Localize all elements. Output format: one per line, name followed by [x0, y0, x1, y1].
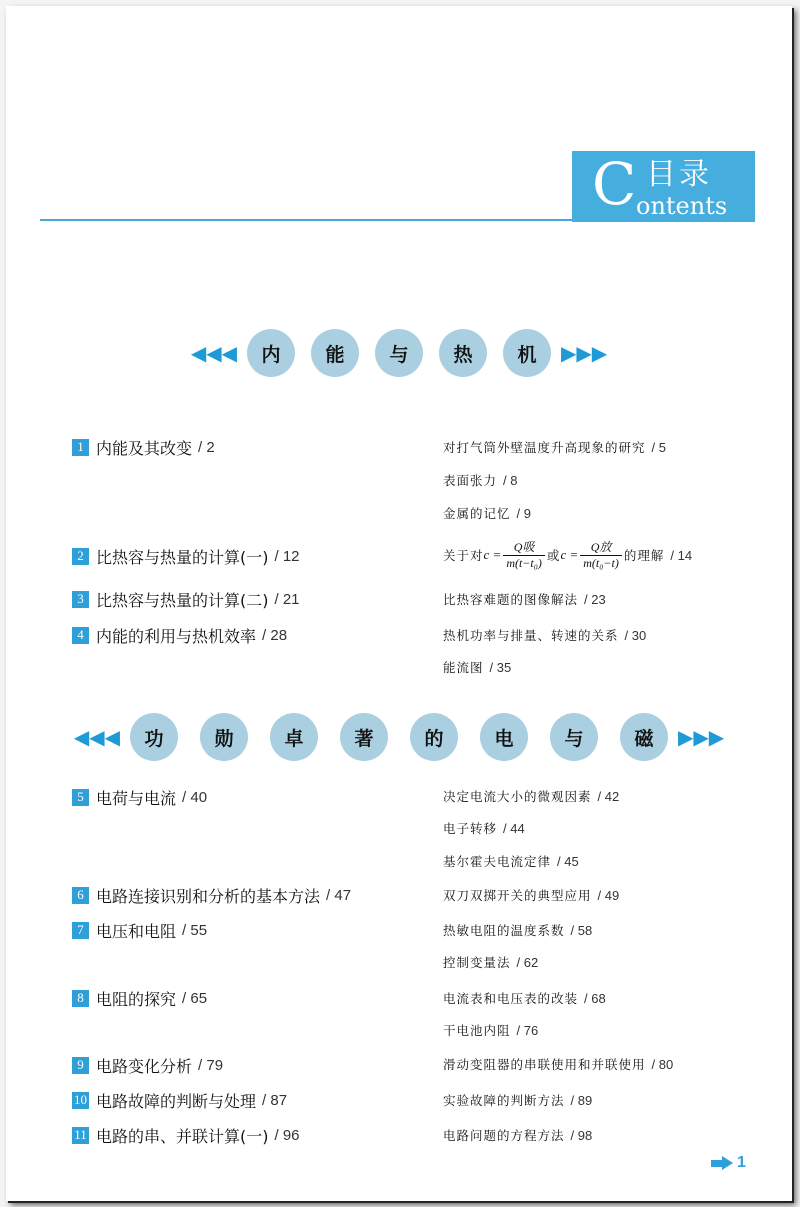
section-char: 的 — [410, 713, 458, 761]
toc-subentry[interactable] — [443, 1054, 673, 1074]
fraction-denominator: m(t₀−t) — [580, 555, 622, 570]
entry-page: / 12 — [274, 547, 300, 565]
subentry-title: 能流图 — [443, 660, 484, 675]
entry-page: / 96 — [274, 1126, 300, 1144]
subentry-page: / 30 — [624, 627, 647, 643]
fraction-denominator: m(t−t₀) — [503, 555, 545, 570]
entry-page: / 87 — [262, 1091, 288, 1109]
section-char: 勋 — [200, 713, 248, 761]
toc-entry[interactable] — [72, 1054, 223, 1076]
entry-page: / 55 — [182, 921, 208, 939]
subentry-page: / 42 — [597, 788, 620, 804]
toc-entry[interactable] — [72, 884, 351, 906]
entry-page: / 28 — [262, 626, 288, 644]
toc-subentry[interactable] — [443, 1020, 538, 1040]
subentry-title: 表面张力 — [443, 473, 498, 488]
entry-title: 内能及其改变 — [96, 438, 193, 458]
entry-title: 电阻的探究 — [96, 989, 177, 1009]
subentry-page: / 68 — [584, 990, 606, 1006]
fraction-numerator: Q吸 — [513, 539, 535, 554]
entry-page: / 2 — [198, 438, 215, 456]
entry-title: 电压和电阻 — [96, 921, 177, 941]
subentry-page: / 23 — [584, 591, 606, 607]
toc-subentry[interactable] — [443, 920, 592, 940]
formula-c: c = — [560, 547, 579, 562]
section-char: 电 — [480, 713, 528, 761]
triangles-right-icon: ▶▶▶ — [678, 725, 725, 749]
section-char: 热 — [439, 329, 487, 377]
subentry-title: 比热容难题的图像解法 — [443, 592, 579, 607]
entry-number: 8 — [72, 990, 89, 1007]
entry-title: 比热容与热量的计算(二) — [96, 590, 269, 610]
entry-page: / 21 — [274, 590, 300, 608]
formula-fraction — [580, 541, 622, 570]
section-char: 磁 — [620, 713, 668, 761]
subentry-page: / 45 — [557, 853, 579, 869]
section-char: 卓 — [270, 713, 318, 761]
subentry-page: / 89 — [570, 1092, 593, 1108]
toc-subentry[interactable] — [443, 818, 525, 838]
subentry-title: 电流表和电压表的改装 — [443, 991, 579, 1006]
section-heading — [6, 712, 792, 762]
subentry-title: 干电池内阻 — [443, 1023, 511, 1038]
subentry-title: 控制变量法 — [443, 955, 511, 970]
section-char: 著 — [340, 713, 388, 761]
toc-subentry[interactable] — [443, 657, 511, 677]
toc-page — [6, 6, 792, 1201]
toc-entry[interactable] — [72, 436, 215, 458]
toc-subentry[interactable] — [443, 988, 606, 1008]
entry-page: / 47 — [326, 886, 352, 904]
subentry-or: 或 — [546, 548, 561, 563]
toc-entry[interactable] — [72, 1124, 300, 1146]
entry-title: 电荷与电流 — [96, 788, 177, 808]
subentry-title: 热敏电阻的温度系数 — [443, 923, 565, 938]
subentry-page: / 9 — [516, 505, 531, 521]
toc-subentry[interactable] — [443, 786, 619, 806]
subentry-title: 热机功率与排量、转速的关系 — [443, 628, 619, 643]
formula-c: c = — [483, 547, 502, 562]
toc-entry[interactable] — [72, 786, 207, 808]
toc-entry[interactable] — [72, 545, 300, 567]
entry-page: / 40 — [182, 788, 208, 806]
entry-page: / 79 — [198, 1056, 224, 1074]
triangles-left-icon: ◀◀◀ — [73, 725, 120, 749]
fraction-numerator: Q放 — [590, 539, 612, 554]
toc-subentry[interactable] — [443, 1125, 592, 1145]
section-char: 内 — [247, 329, 295, 377]
entry-number: 3 — [72, 591, 89, 608]
entry-title: 电路故障的判断与处理 — [96, 1091, 257, 1111]
entry-title: 内能的利用与热机效率 — [96, 626, 257, 646]
toc-entry[interactable] — [72, 588, 300, 610]
toc-subentry[interactable] — [443, 851, 579, 871]
toc-subentry[interactable] — [443, 1090, 592, 1110]
subentry-title: 对打气筒外壁温度升高现象的研究 — [443, 440, 646, 455]
toc-subentry[interactable] — [443, 589, 606, 609]
section-char: 能 — [311, 329, 359, 377]
triangles-right-icon: ▶▶▶ — [561, 341, 608, 365]
subentry-suffix: 的理解 — [623, 548, 665, 563]
entry-number: 6 — [72, 887, 89, 904]
toc-subentry[interactable] — [443, 885, 619, 905]
toc-entry[interactable] — [72, 624, 287, 646]
toc-entry[interactable] — [72, 987, 207, 1009]
section-char: 与 — [550, 713, 598, 761]
entry-number: 5 — [72, 789, 89, 806]
subentry-title: 实验故障的判断方法 — [443, 1093, 565, 1108]
subentry-title: 电子转移 — [443, 821, 498, 836]
section-char: 功 — [130, 713, 178, 761]
page-number-value: 1 — [737, 1154, 746, 1171]
entry-number: 4 — [72, 627, 89, 644]
page-title-en: ontents — [636, 192, 728, 220]
subentry-title: 电路问题的方程方法 — [443, 1128, 565, 1143]
toc-subentry-formula[interactable] — [443, 536, 692, 574]
subentry-page: / 8 — [503, 472, 518, 488]
entry-title: 电路连接识别和分析的基本方法 — [96, 886, 321, 906]
subentry-title: 双刀双掷开关的典型应用 — [443, 888, 592, 903]
subentry-page: / 76 — [516, 1022, 539, 1038]
badge-letter: C — [592, 150, 637, 218]
section-heading — [6, 328, 792, 378]
toc-subentry[interactable] — [443, 437, 666, 457]
entry-page: / 65 — [182, 989, 208, 1007]
entry-number: 10 — [74, 1092, 87, 1107]
subentry-title: 决定电流大小的微观因素 — [443, 789, 592, 804]
toc-entry[interactable] — [72, 1089, 287, 1111]
page-number — [711, 1154, 746, 1172]
header-rule — [40, 219, 572, 221]
section-char: 与 — [375, 329, 423, 377]
entry-title: 电路的串、并联计算(一) — [96, 1126, 269, 1146]
subentry-page: / 49 — [597, 887, 620, 903]
triangles-left-icon: ◀◀◀ — [190, 341, 237, 365]
entry-title: 比热容与热量的计算(一) — [96, 547, 269, 567]
entry-number: 9 — [72, 1057, 89, 1074]
subentry-page: / 35 — [489, 659, 512, 675]
arrow-right-icon — [711, 1156, 733, 1170]
subentry-page: / 80 — [651, 1056, 674, 1072]
subentry-prefix: 关于对 — [443, 548, 484, 563]
page-title: 目录 — [646, 157, 712, 192]
subentry-page: / 14 — [670, 547, 693, 563]
subentry-title: 基尔霍夫电流定律 — [443, 854, 552, 869]
toc-subentry[interactable] — [443, 952, 538, 972]
subentry-page: / 5 — [651, 439, 666, 455]
toc-subentry[interactable] — [443, 625, 646, 645]
subentry-page: / 44 — [503, 820, 525, 836]
entry-number: 2 — [72, 548, 89, 565]
section-char: 机 — [503, 329, 551, 377]
toc-entry[interactable] — [72, 919, 207, 941]
subentry-page: / 98 — [570, 1127, 593, 1143]
subentry-title: 滑动变阻器的串联使用和并联使用 — [443, 1057, 646, 1072]
subentry-page: / 62 — [516, 954, 539, 970]
entry-title: 电路变化分析 — [96, 1056, 193, 1076]
toc-subentry[interactable] — [443, 503, 531, 523]
subentry-page: / 58 — [570, 922, 593, 938]
formula-fraction — [503, 541, 545, 570]
entry-number: 1 — [72, 439, 89, 456]
entry-number: 11 — [72, 1127, 89, 1144]
subentry-title: 金属的记忆 — [443, 506, 511, 521]
entry-number: 7 — [72, 922, 89, 939]
toc-subentry[interactable] — [443, 470, 517, 490]
